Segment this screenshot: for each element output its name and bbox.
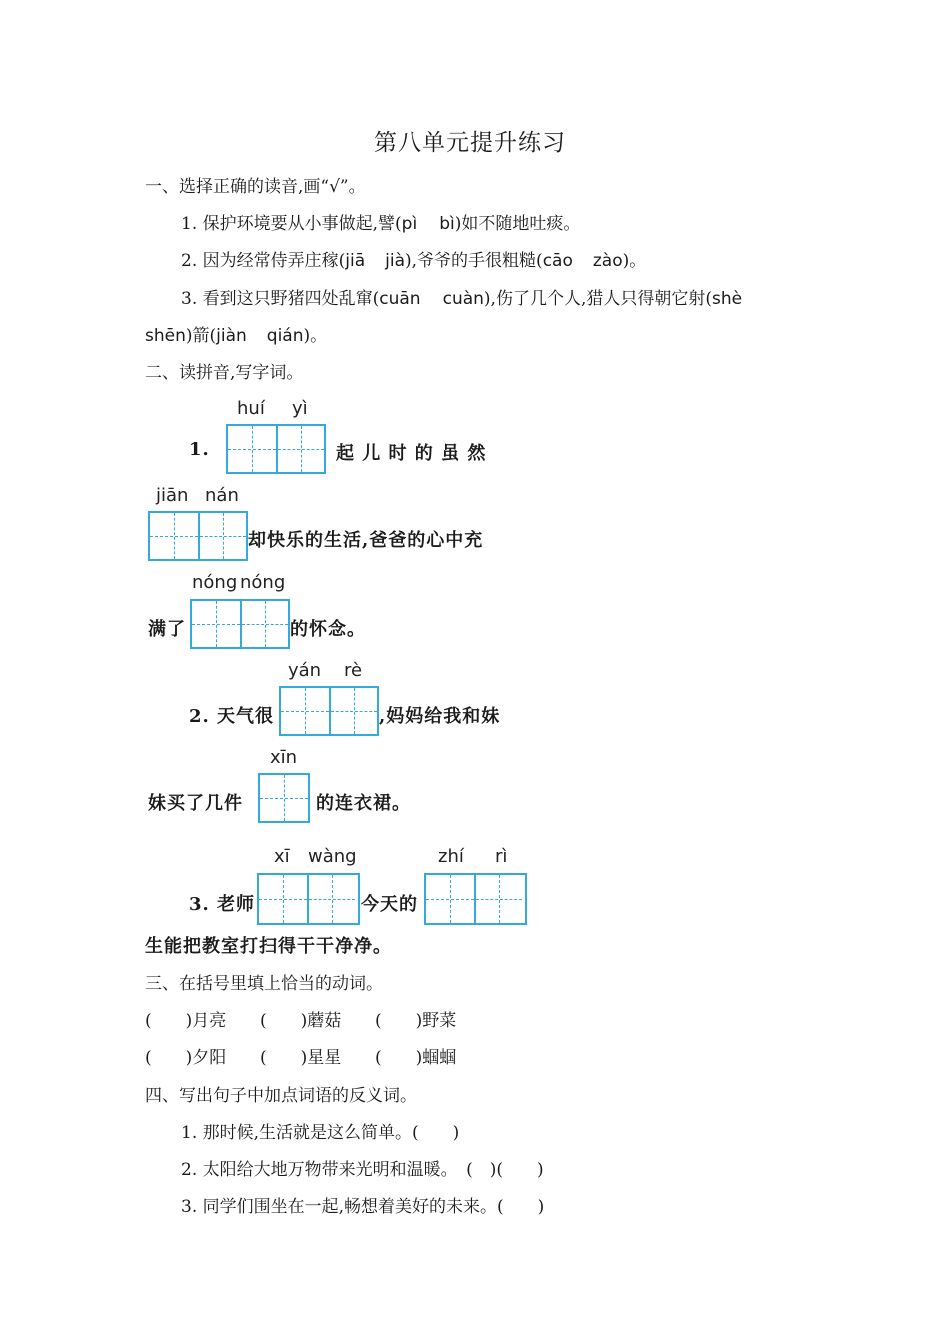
- p1-text-2: 却快乐的生活,爸爸的心中充: [248, 530, 484, 551]
- p2-text-2a: 妹买了几件: [148, 793, 243, 814]
- writing-cell[interactable]: [150, 513, 198, 559]
- writing-cell[interactable]: [240, 601, 288, 647]
- p1-text-3b: 的怀念。: [290, 619, 366, 640]
- s1-question-3-cont: shēn)箭(jiàn qián)。: [145, 326, 328, 346]
- writing-cell[interactable]: [474, 875, 522, 923]
- writing-cell[interactable]: [259, 875, 307, 923]
- section-4-heading: 四、写出句子中加点词语的反义词。: [145, 1086, 417, 1106]
- pinyin-zhi: zhí: [438, 846, 464, 867]
- writing-cell[interactable]: [281, 688, 329, 734]
- verb-item-moon[interactable]: ( )月亮: [145, 1011, 227, 1031]
- writing-cell[interactable]: [260, 775, 308, 821]
- writing-cell[interactable]: [426, 875, 474, 923]
- pinyin-xi: xī: [274, 846, 290, 867]
- pinyin-xin: xīn: [270, 747, 298, 768]
- s1-question-1: 1. 保护环境要从小事做起,譬(pì bì)如不随地吐痰。: [181, 214, 581, 234]
- section-3-heading: 三、在括号里填上恰当的动词。: [145, 974, 383, 994]
- verb-item-mushroom[interactable]: ( )蘑菇: [260, 1011, 342, 1031]
- verb-item-stars[interactable]: ( )星星: [260, 1048, 342, 1068]
- pinyin-wang: wàng: [308, 846, 357, 867]
- page-title: 第八单元提升练习: [374, 130, 566, 156]
- writing-cell[interactable]: [307, 875, 355, 923]
- pinyin-jian: jiān: [156, 485, 189, 506]
- p3-text-1a: 3. 老师: [189, 894, 256, 915]
- writing-box-huiyi[interactable]: [226, 424, 326, 474]
- pinyin-nong-1: nóng: [192, 572, 238, 593]
- verb-item-sunset[interactable]: ( )夕阳: [145, 1048, 227, 1068]
- verb-item-vegetable[interactable]: ( )野菜: [375, 1011, 457, 1031]
- p3-text-2: 生能把教室打扫得干干净净。: [145, 936, 392, 957]
- writing-box-zhiri[interactable]: [424, 873, 527, 925]
- p1-text-1: 起 儿 时 的 虽 然: [336, 443, 487, 464]
- p3-text-1b: 今天的: [361, 894, 418, 915]
- section-1-heading: 一、选择正确的读音,画“√”。: [145, 177, 366, 197]
- s4-question-3[interactable]: 3. 同学们围坐在一起,畅想着美好的未来。( ): [181, 1197, 545, 1217]
- s1-question-2: 2. 因为经常侍弄庄稼(jiā jià),爷爷的手很粗糙(cāo zào)。: [181, 251, 647, 271]
- writing-box-jiannan[interactable]: [148, 511, 248, 561]
- p1-number: 1.: [189, 439, 210, 460]
- pinyin-ri: rì: [495, 846, 508, 867]
- pinyin-nan: nán: [205, 485, 239, 506]
- p1-text-3a: 满了: [148, 619, 186, 640]
- s1-question-3: 3. 看到这只野猪四处乱窜(cuān cuàn),伤了几个人,猎人只得朝它射(shè: [181, 289, 743, 309]
- s4-question-1[interactable]: 1. 那时候,生活就是这么简单。( ): [181, 1123, 460, 1143]
- s4-question-2[interactable]: 2. 太阳给大地万物带来光明和温暖。 ( )( ): [181, 1160, 544, 1180]
- writing-cell[interactable]: [329, 688, 377, 734]
- p2-text-1a: 2. 天气很: [189, 706, 275, 727]
- writing-box-xin[interactable]: [258, 773, 310, 823]
- writing-box-nongnong[interactable]: [190, 599, 290, 649]
- writing-cell[interactable]: [228, 426, 276, 472]
- writing-cell[interactable]: [198, 513, 246, 559]
- pinyin-nong-2: nóng: [240, 572, 286, 593]
- pinyin-re: rè: [344, 660, 363, 681]
- section-2-heading: 二、读拼音,写字词。: [145, 363, 304, 383]
- writing-box-yanre[interactable]: [279, 686, 379, 736]
- writing-cell[interactable]: [276, 426, 324, 472]
- writing-cell[interactable]: [192, 601, 240, 647]
- pinyin-yi: yì: [292, 398, 308, 419]
- pinyin-hui: huí: [237, 398, 265, 419]
- p2-text-1b: ,妈妈给我和妹: [379, 706, 501, 727]
- verb-item-cricket[interactable]: ( )蝈蝈: [375, 1048, 457, 1068]
- writing-box-xiwang[interactable]: [257, 873, 360, 925]
- pinyin-yan: yán: [288, 660, 322, 681]
- p2-text-2b: 的连衣裙。: [316, 793, 411, 814]
